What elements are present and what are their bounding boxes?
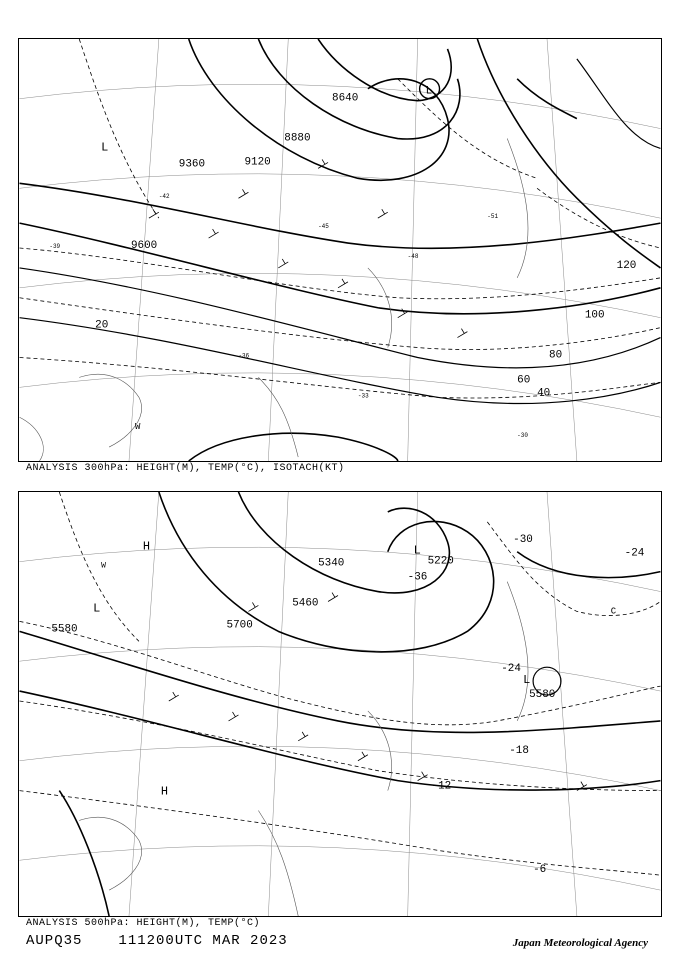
height-label: 8640 bbox=[332, 92, 359, 105]
height-label: 5700 bbox=[226, 619, 253, 632]
temp-label: -36 bbox=[238, 352, 250, 360]
map-300hpa bbox=[18, 38, 662, 462]
height-label: 9600 bbox=[130, 240, 158, 253]
temp-label: -24 bbox=[624, 547, 645, 560]
isotach-label: 40 bbox=[537, 387, 551, 400]
isotach-label: 20 bbox=[95, 319, 109, 332]
temp-label: -30 bbox=[517, 432, 528, 440]
low-pressure-center: L bbox=[93, 601, 101, 616]
agency-credit: Japan Meteorological Agency bbox=[512, 937, 648, 949]
low-pressure-center: L bbox=[413, 543, 421, 558]
temp-label: -18 bbox=[509, 744, 529, 757]
valid-time: 111200UTC MAR 2023 bbox=[118, 933, 288, 949]
map-300hpa-canvas bbox=[19, 39, 661, 461]
height-label: 5220 bbox=[427, 555, 454, 568]
isotach-label: 120 bbox=[616, 259, 637, 272]
caption-500hpa: ANALYSIS 500hPa: HEIGHT(M), TEMP(°C) bbox=[26, 918, 261, 929]
map-500hpa-labels bbox=[51, 534, 644, 876]
isotach-label: 80 bbox=[549, 349, 563, 362]
height-label: 5460 bbox=[292, 597, 319, 610]
temp-label: -12 bbox=[431, 780, 452, 793]
isotach-label: 100 bbox=[584, 309, 605, 322]
temp-label: -33 bbox=[357, 392, 369, 400]
isotachs bbox=[20, 59, 661, 404]
high-pressure-center: H bbox=[160, 784, 169, 799]
chart-code: AUPQ35 bbox=[26, 933, 83, 949]
cold-center: C bbox=[610, 606, 617, 617]
map-500hpa-canvas bbox=[19, 492, 661, 916]
temp-label: -48 bbox=[407, 252, 419, 260]
low-pressure-center: L bbox=[101, 140, 109, 155]
height-label: 8880 bbox=[284, 132, 311, 145]
temp-label: -39 bbox=[49, 243, 61, 251]
temp-label: -51 bbox=[487, 213, 499, 221]
low-pressure-center: L bbox=[523, 673, 531, 688]
height-label: 5580 bbox=[529, 689, 556, 702]
temp-label: -42 bbox=[158, 193, 170, 201]
height-label: 9120 bbox=[244, 156, 271, 169]
temp-label: -6 bbox=[533, 864, 547, 877]
warm-center: W bbox=[101, 561, 106, 571]
coastlines bbox=[79, 582, 531, 916]
map-500hpa bbox=[18, 491, 662, 917]
isotach-label: 60 bbox=[517, 374, 531, 387]
high-pressure-center: H bbox=[142, 539, 151, 554]
height-label: 5340 bbox=[318, 557, 345, 570]
low-pressure-center: L bbox=[425, 85, 433, 98]
caption-300hpa: ANALYSIS 300hPa: HEIGHT(M), TEMP(°C), ISOTACH(KT) bbox=[26, 463, 345, 474]
graticule bbox=[20, 492, 661, 916]
height-label: 5580 bbox=[51, 623, 78, 636]
coastlines bbox=[20, 139, 531, 461]
temp-label: -30 bbox=[513, 533, 533, 546]
warm-center: W bbox=[134, 422, 141, 433]
temp-label: -36 bbox=[407, 571, 428, 584]
temp-label: -24 bbox=[501, 663, 521, 676]
height-label: 9360 bbox=[178, 158, 206, 171]
chart-identifier bbox=[26, 933, 288, 949]
height-contours bbox=[20, 492, 661, 916]
temp-label: -45 bbox=[318, 223, 329, 231]
